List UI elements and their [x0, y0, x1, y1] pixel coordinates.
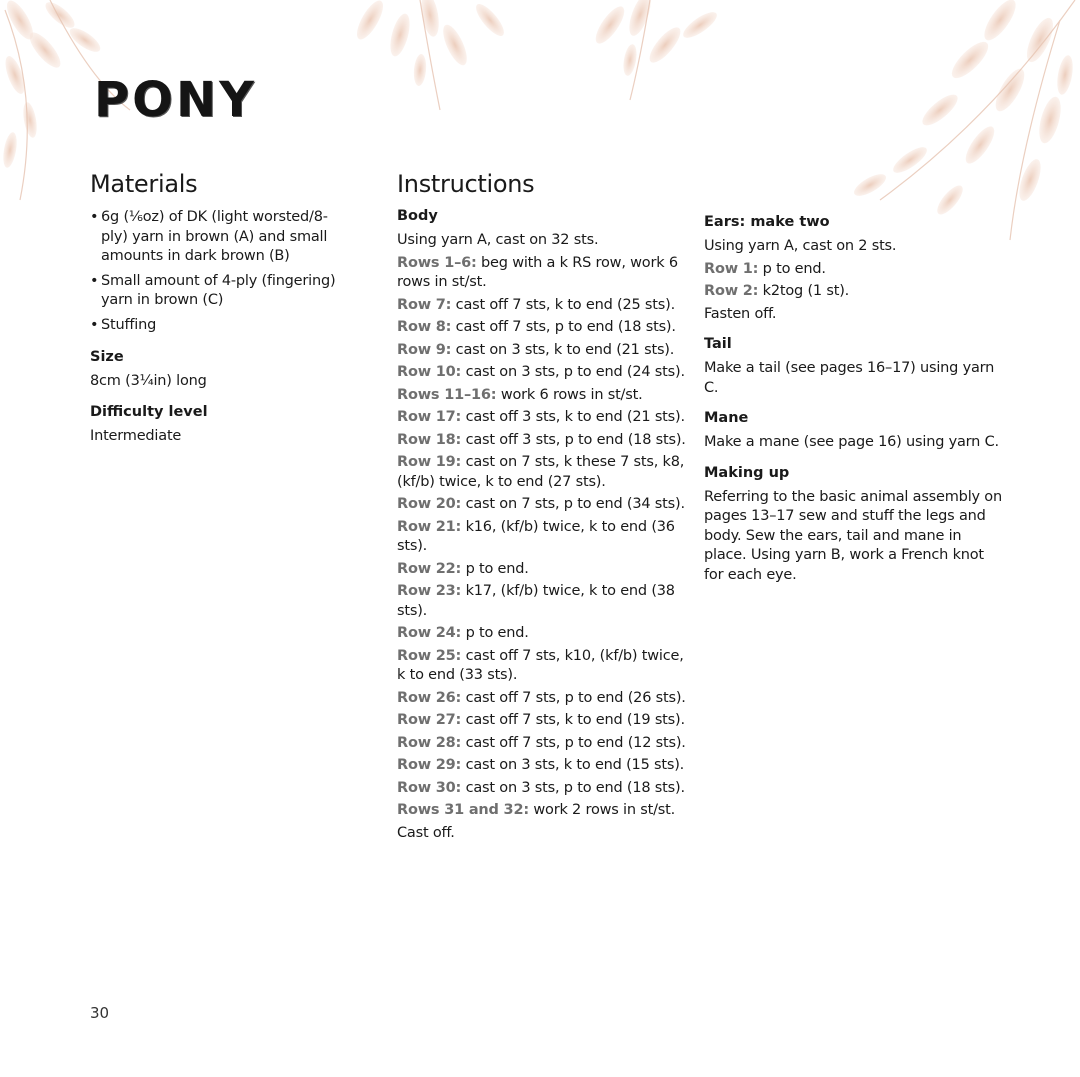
- instruction-row: [397, 582, 692, 621]
- instruction-row: [397, 689, 692, 709]
- row-label: Row 29:: [397, 757, 462, 773]
- ears-outro: Fasten off.: [704, 305, 777, 322]
- row-text: cast on 7 sts, p to end (34 sts).: [461, 496, 685, 512]
- row-label: Rows 11–16:: [397, 386, 497, 403]
- instruction-row: [397, 254, 692, 293]
- difficulty-section: [90, 404, 340, 447]
- row-label: Row 28:: [397, 734, 462, 751]
- row-text: cast off 7 sts, k10, (kf/b) twice, k to end (33 sts).: [397, 647, 684, 683]
- size-heading: Size: [90, 349, 124, 365]
- instruction-row: [704, 260, 1004, 280]
- body-outro: Cast off.: [397, 824, 455, 841]
- instruction-row: [397, 363, 692, 383]
- row-label: Row 17:: [397, 409, 462, 425]
- making-up-section: [704, 465, 1004, 586]
- instruction-row: [397, 495, 692, 515]
- row-label: Row 23:: [397, 583, 462, 599]
- row-label: Row 25:: [397, 647, 462, 664]
- row-text: cast off 7 sts, p to end (26 sts).: [461, 689, 686, 706]
- difficulty-heading: Difficulty level: [90, 403, 208, 420]
- row-text: p to end.: [461, 560, 529, 577]
- materials-item: • 6g (⅙oz) of DK (light worsted/8-ply) yarn in brown (A) and small amounts in dark brown (B): [90, 208, 340, 267]
- instruction-row: [397, 779, 692, 799]
- making-up-text: Referring to the basic animal assembly on pages 13–17 sew and stuff the legs and body. Sew the ears, tail and mane in place. Using yarn B, work a French knot for each eye.: [704, 488, 1002, 583]
- body-intro: Using yarn A, cast on 32 sts.: [397, 232, 599, 248]
- row-text: work 6 rows in st/st.: [496, 386, 643, 403]
- instruction-row: [397, 341, 692, 361]
- row-label: Row 8:: [397, 319, 452, 335]
- materials-list: [90, 208, 340, 335]
- materials-heading: Materials: [90, 170, 198, 198]
- instruction-row: [397, 801, 692, 821]
- instruction-row: [397, 296, 692, 316]
- row-label: Row 26:: [397, 689, 462, 706]
- row-text: cast on 7 sts, k these 7 sts, k8, (kf/b) twice, k to end (27 sts).: [397, 454, 685, 490]
- row-label: Row 22:: [397, 560, 462, 577]
- instruction-row: [397, 453, 692, 492]
- row-text: cast off 7 sts, p to end (18 sts).: [451, 319, 676, 335]
- materials-item: • Small amount of 4-ply (fingering) yarn in brown (C): [90, 272, 340, 311]
- instruction-row: [397, 408, 692, 428]
- instruction-row: [397, 386, 692, 406]
- tail-text: Make a tail (see pages 16–17) using yarn C.: [704, 360, 995, 396]
- instructions-heading: Instructions: [397, 170, 535, 198]
- tail-heading: Tail: [704, 336, 732, 352]
- row-label: Row 19:: [397, 454, 462, 470]
- row-text: p to end.: [758, 260, 826, 277]
- row-label: Row 18:: [397, 431, 462, 448]
- instruction-row: [397, 518, 692, 557]
- row-text: work 2 rows in st/st.: [528, 802, 676, 818]
- ears-heading: Ears: make two: [704, 214, 830, 230]
- row-text: p to end.: [461, 625, 529, 641]
- size-section: [90, 349, 340, 392]
- page-number: 30: [90, 1004, 110, 1022]
- right-column: [704, 214, 1004, 597]
- row-text: cast on 3 sts, k to end (21 sts).: [451, 341, 675, 358]
- row-text: cast off 3 sts, p to end (18 sts).: [461, 431, 686, 448]
- row-label: Row 24:: [397, 625, 462, 641]
- row-label: Row 10:: [397, 364, 462, 380]
- row-text: cast on 3 sts, p to end (18 sts).: [461, 779, 685, 796]
- row-text: beg with a k RS row, work 6 rows in st/st.: [397, 254, 678, 290]
- row-label: Row 7:: [397, 296, 452, 313]
- row-label: Row 1:: [704, 260, 759, 277]
- body-heading: Body: [397, 208, 438, 224]
- difficulty-value: Intermediate: [90, 427, 182, 444]
- row-label: Row 27:: [397, 712, 462, 728]
- ears-section: [704, 214, 1004, 324]
- row-text: cast off 7 sts, k to end (25 sts).: [451, 296, 675, 313]
- instructions-column: [397, 170, 692, 846]
- instruction-row: [397, 711, 692, 731]
- instruction-row: [397, 624, 692, 644]
- row-label: Row 21:: [397, 518, 462, 535]
- instruction-row: [397, 560, 692, 580]
- tail-section: [704, 336, 1004, 398]
- row-text: cast on 3 sts, k to end (15 sts).: [461, 757, 685, 773]
- row-label: Row 30:: [397, 779, 462, 796]
- instruction-row: [704, 282, 1004, 302]
- mane-section: [704, 410, 1004, 453]
- row-text: k2tog (1 st).: [758, 283, 850, 299]
- row-label: Rows 1–6:: [397, 254, 477, 271]
- instruction-row: [397, 734, 692, 754]
- row-label: Row 2:: [704, 283, 759, 299]
- row-text: k17, (kf/b) twice, k to end (38 sts).: [397, 583, 675, 619]
- materials-item: • Stuffing: [90, 316, 340, 336]
- materials-column: [90, 170, 340, 458]
- size-value: 8cm (3¼in) long: [90, 373, 207, 389]
- mane-heading: Mane: [704, 410, 749, 426]
- row-label: Row 20:: [397, 496, 462, 512]
- mane-text: Make a mane (see page 16) using yarn C.: [704, 434, 999, 450]
- ears-intro: Using yarn A, cast on 2 sts.: [704, 238, 897, 254]
- row-text: cast on 3 sts, p to end (24 sts).: [461, 364, 685, 380]
- row-text: cast off 7 sts, p to end (12 sts).: [461, 734, 686, 751]
- instruction-row: [397, 318, 692, 338]
- row-text: cast off 3 sts, k to end (21 sts).: [461, 409, 685, 425]
- instruction-row: [397, 647, 692, 686]
- row-text: cast off 7 sts, k to end (19 sts).: [461, 712, 685, 728]
- row-text: k16, (kf/b) twice, k to end (36 sts).: [397, 518, 675, 554]
- ears-rows: [704, 260, 1004, 302]
- row-label: Rows 31 and 32:: [397, 802, 529, 818]
- instruction-row: [397, 431, 692, 451]
- instruction-row: [397, 756, 692, 776]
- body-rows: [397, 254, 692, 821]
- row-label: Row 9:: [397, 341, 452, 358]
- making-up-heading: Making up: [704, 464, 790, 481]
- page-title: PONY: [94, 72, 257, 128]
